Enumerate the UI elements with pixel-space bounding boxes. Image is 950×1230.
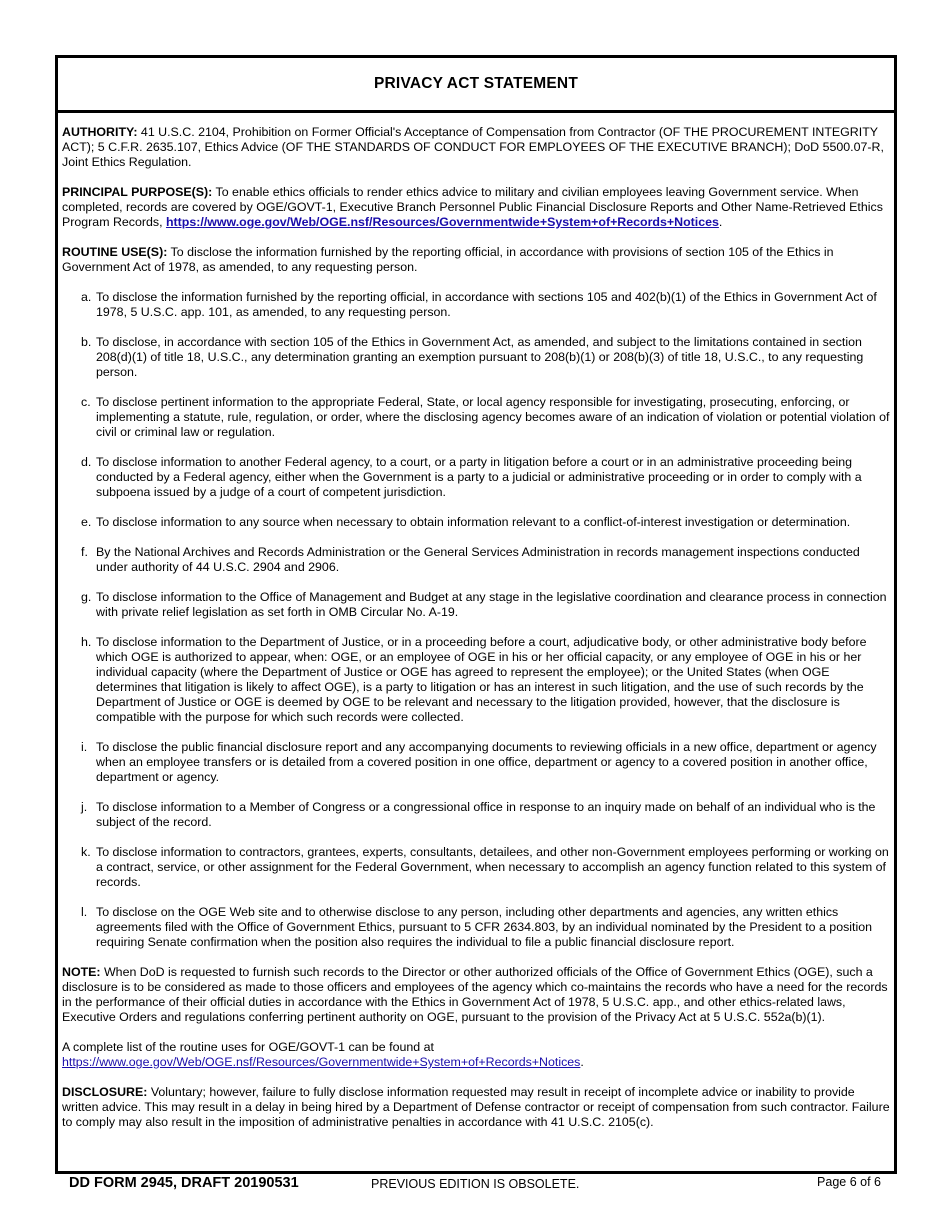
list-item-letter: l. <box>81 905 88 919</box>
note-label: NOTE: <box>62 965 101 979</box>
principal-purpose-text: To enable ethics officials to render ethics advice to military and civilian employees leaving Government service. When completed, records are covered by OGE/GOVT-1, Executive Branch Personnel Public Financial Disclosure Reports and Other Name-Retrieved Ethics Program Records, <box>62 185 883 229</box>
list-item-text: To disclose information to the Department of Justice, or in a proceeding before a court, adjudicative body, or other administrative body before which OGE is authorized to appear, when: OGE, or an employee of OGE in his or her official capacity, or any employee of OGE in his or her individual capacity (where the Department of Justice or OGE has agreed to represent the employee); or the United States (when OGE determines that litigation is likely to affect OGE), is a party to litigation or has an interest in such litigation, and the use of such records by the Department of Justice or OGE is deemed by OGE to be relevant and necessary to the litigation provided, however, that the disclosure is compatible with the purpose for which such records were collected. <box>96 635 867 724</box>
list-item-letter: g. <box>81 590 92 604</box>
form-frame <box>55 55 897 1174</box>
list-item-text: To disclose pertinent information to the appropriate Federal, State, or local agency responsible for investigating, prosecuting, enforcing, or implementing a statute, rule, regulation, or order, where the disclosing agency becomes aware of an indication of violation or potential violation of civil or criminal law or regulation. <box>96 395 890 439</box>
disclosure-label: DISCLOSURE: <box>62 1085 148 1099</box>
list-item-letter: j. <box>81 800 88 814</box>
routine-uses-label: ROUTINE USE(S): <box>62 245 168 259</box>
authority-paragraph <box>62 125 890 170</box>
statement-content <box>58 113 894 1130</box>
principal-purpose-label: PRINCIPAL PURPOSE(S): <box>62 185 213 199</box>
list-item <box>81 335 890 380</box>
list-item <box>81 545 890 575</box>
list-item-text: To disclose information to the Office of Management and Budget at any stage in the legislative coordination and clearance process in connection with private relief legislation as set forth in OMB Circular No. A-19. <box>96 590 887 619</box>
list-item-letter: e. <box>81 515 92 529</box>
routine-uses-link[interactable]: https://www.oge.gov/Web/OGE.nsf/Resources/Governmentwide+System+of+Records+Notices <box>62 1055 581 1069</box>
list-item <box>81 395 890 440</box>
list-item-letter: k. <box>81 845 91 859</box>
system-of-records-link[interactable]: https://www.oge.gov/Web/OGE.nsf/Resources/Governmentwide+System+of+Records+Notices <box>165 215 719 229</box>
disclosure-text: Voluntary; however, failure to fully disclose information requested may result in receipt of incomplete advice or inability to provide written advice. This may result in a delay in being hired by a Department of Defense contractor or receipt of compensation from such contractor. Failure to comply may also result in the imposition of administrative penalties in accordance with 41 U.S.C. 2105(c). <box>62 1085 890 1129</box>
routine-uses-list <box>62 290 890 950</box>
list-item-text: To disclose the information furnished by the reporting official, in accordance with sections 105 and 402(b)(1) of the Ethics in Government Act of 1978, 5 U.S.C. app. 101, as amended, to any requesting person. <box>96 290 877 319</box>
list-item-text: To disclose information to any source when necessary to obtain information relevant to a conflict-of-interest investigation or determination. <box>96 515 851 529</box>
complete-list-text: A complete list of the routine uses for OGE/GOVT-1 can be found at <box>62 1040 434 1054</box>
complete-list-end: . <box>580 1055 584 1069</box>
list-item-letter: a. <box>81 290 92 304</box>
complete-list-paragraph <box>62 1040 890 1070</box>
routine-uses-text: To disclose the information furnished by the reporting official, in accordance with provisions of section 105 of the Ethics in Government Act of 1978, as amended, to any requesting person. <box>62 245 834 274</box>
list-item-text: To disclose information to a Member of Congress or a congressional office in response to an inquiry made on behalf of an individual who is the subject of the record. <box>96 800 876 829</box>
list-item-letter: b. <box>81 335 92 349</box>
page-number: Page 6 of 6 <box>817 1175 881 1189</box>
page-title: PRIVACY ACT STATEMENT <box>374 75 578 92</box>
list-item <box>81 290 890 320</box>
form-footer <box>69 1175 881 1195</box>
list-item-text: By the National Archives and Records Administration or the General Services Administration in records management inspections conducted under authority of 44 U.S.C. 2904 and 2906. <box>96 545 860 574</box>
list-item-letter: f. <box>81 545 88 559</box>
list-item <box>81 635 890 725</box>
list-item-text: To disclose, in accordance with section 105 of the Ethics in Government Act, as amended, and subject to the limitations contained in section 208(d)(1) of title 18, U.S.C., any determination granting an exemption pursuant to 208(b)(1) or 208(b)(3) of title 18, U.S.C., to any requesting person. <box>96 335 864 379</box>
note-text: When DoD is requested to furnish such records to the Director or other authorized officials of the Office of Government Ethics (OGE), such a disclosure is to be considered as made to those officers and employees of the agency which co-maintains the records who have a need for the records in the performance of their official duties in accordance with the Ethics in Government Act of 1978, 5 U.S.C. app., and other ethics-related laws, Executive Orders and regulations conferring pertinent authority on OGE, pursuant to the provision of the Privacy Act at 5 U.S.C. 552a(b)(1). <box>62 965 888 1024</box>
list-item-text: To disclose information to contractors, grantees, experts, consultants, detailees, and other non-Government employees performing or working on a contract, service, or other assignment for the Federal Government, when necessary to accomplish an agency function related to this system of records. <box>96 845 889 889</box>
list-item-letter: d. <box>81 455 92 469</box>
list-item <box>81 590 890 620</box>
title-bar <box>58 58 894 113</box>
list-item <box>81 905 890 950</box>
form-id: DD FORM 2945, DRAFT 20190531 <box>69 1175 299 1191</box>
obsolete-notice: PREVIOUS EDITION IS OBSOLETE. <box>371 1177 580 1191</box>
authority-label: AUTHORITY: <box>62 125 138 139</box>
note-paragraph <box>62 965 890 1025</box>
list-item-text: To disclose information to another Federal agency, to a court, or a party in litigation before a court or in an administrative proceeding being conducted by a Federal agency, either when the Government is a party to a judicial or administrative proceeding or in order to comply with a subpoena issued by a judge of a court of competent jurisdiction. <box>96 455 862 499</box>
authority-text: 41 U.S.C. 2104, Prohibition on Former Official's Acceptance of Compensation from Contractor (OF THE PROCUREMENT INTEGRITY ACT); 5 C.F.R. 2635.107, Ethics Advice (OF THE STANDARDS OF CONDUCT FOR EMPLOYEES OF THE EXECUTIVE BRANCH); DoD 5500.07-R, Joint Ethics Regulation. <box>62 125 884 169</box>
list-item <box>81 800 890 830</box>
list-item-letter: h. <box>81 635 92 649</box>
list-item <box>81 845 890 890</box>
principal-purpose-paragraph <box>62 185 890 230</box>
routine-uses-paragraph <box>62 245 890 275</box>
list-item-text: To disclose the public financial disclosure report and any accompanying documents to reviewing officials in a new office, department or agency when an employee transfers or is detailed from a covered position in one office, department or agency to a covered position in another office, department or agency. <box>96 740 877 784</box>
list-item <box>81 455 890 500</box>
list-item-letter: i. <box>81 740 88 754</box>
list-item <box>81 515 890 530</box>
disclosure-paragraph <box>62 1085 890 1130</box>
principal-purpose-end: . <box>718 215 723 229</box>
list-item-text: To disclose on the OGE Web site and to otherwise disclose to any person, including other departments and agencies, any written ethics agreements filed with the Office of Government Ethics, pursuant to 5 CFR 2634.803, by an individual nominated by the President to a position requiring Senate confirmation when the position also requires the individual to file a public financial disclosure report. <box>96 905 873 949</box>
list-item-letter: c. <box>81 395 91 409</box>
list-item <box>81 740 890 785</box>
